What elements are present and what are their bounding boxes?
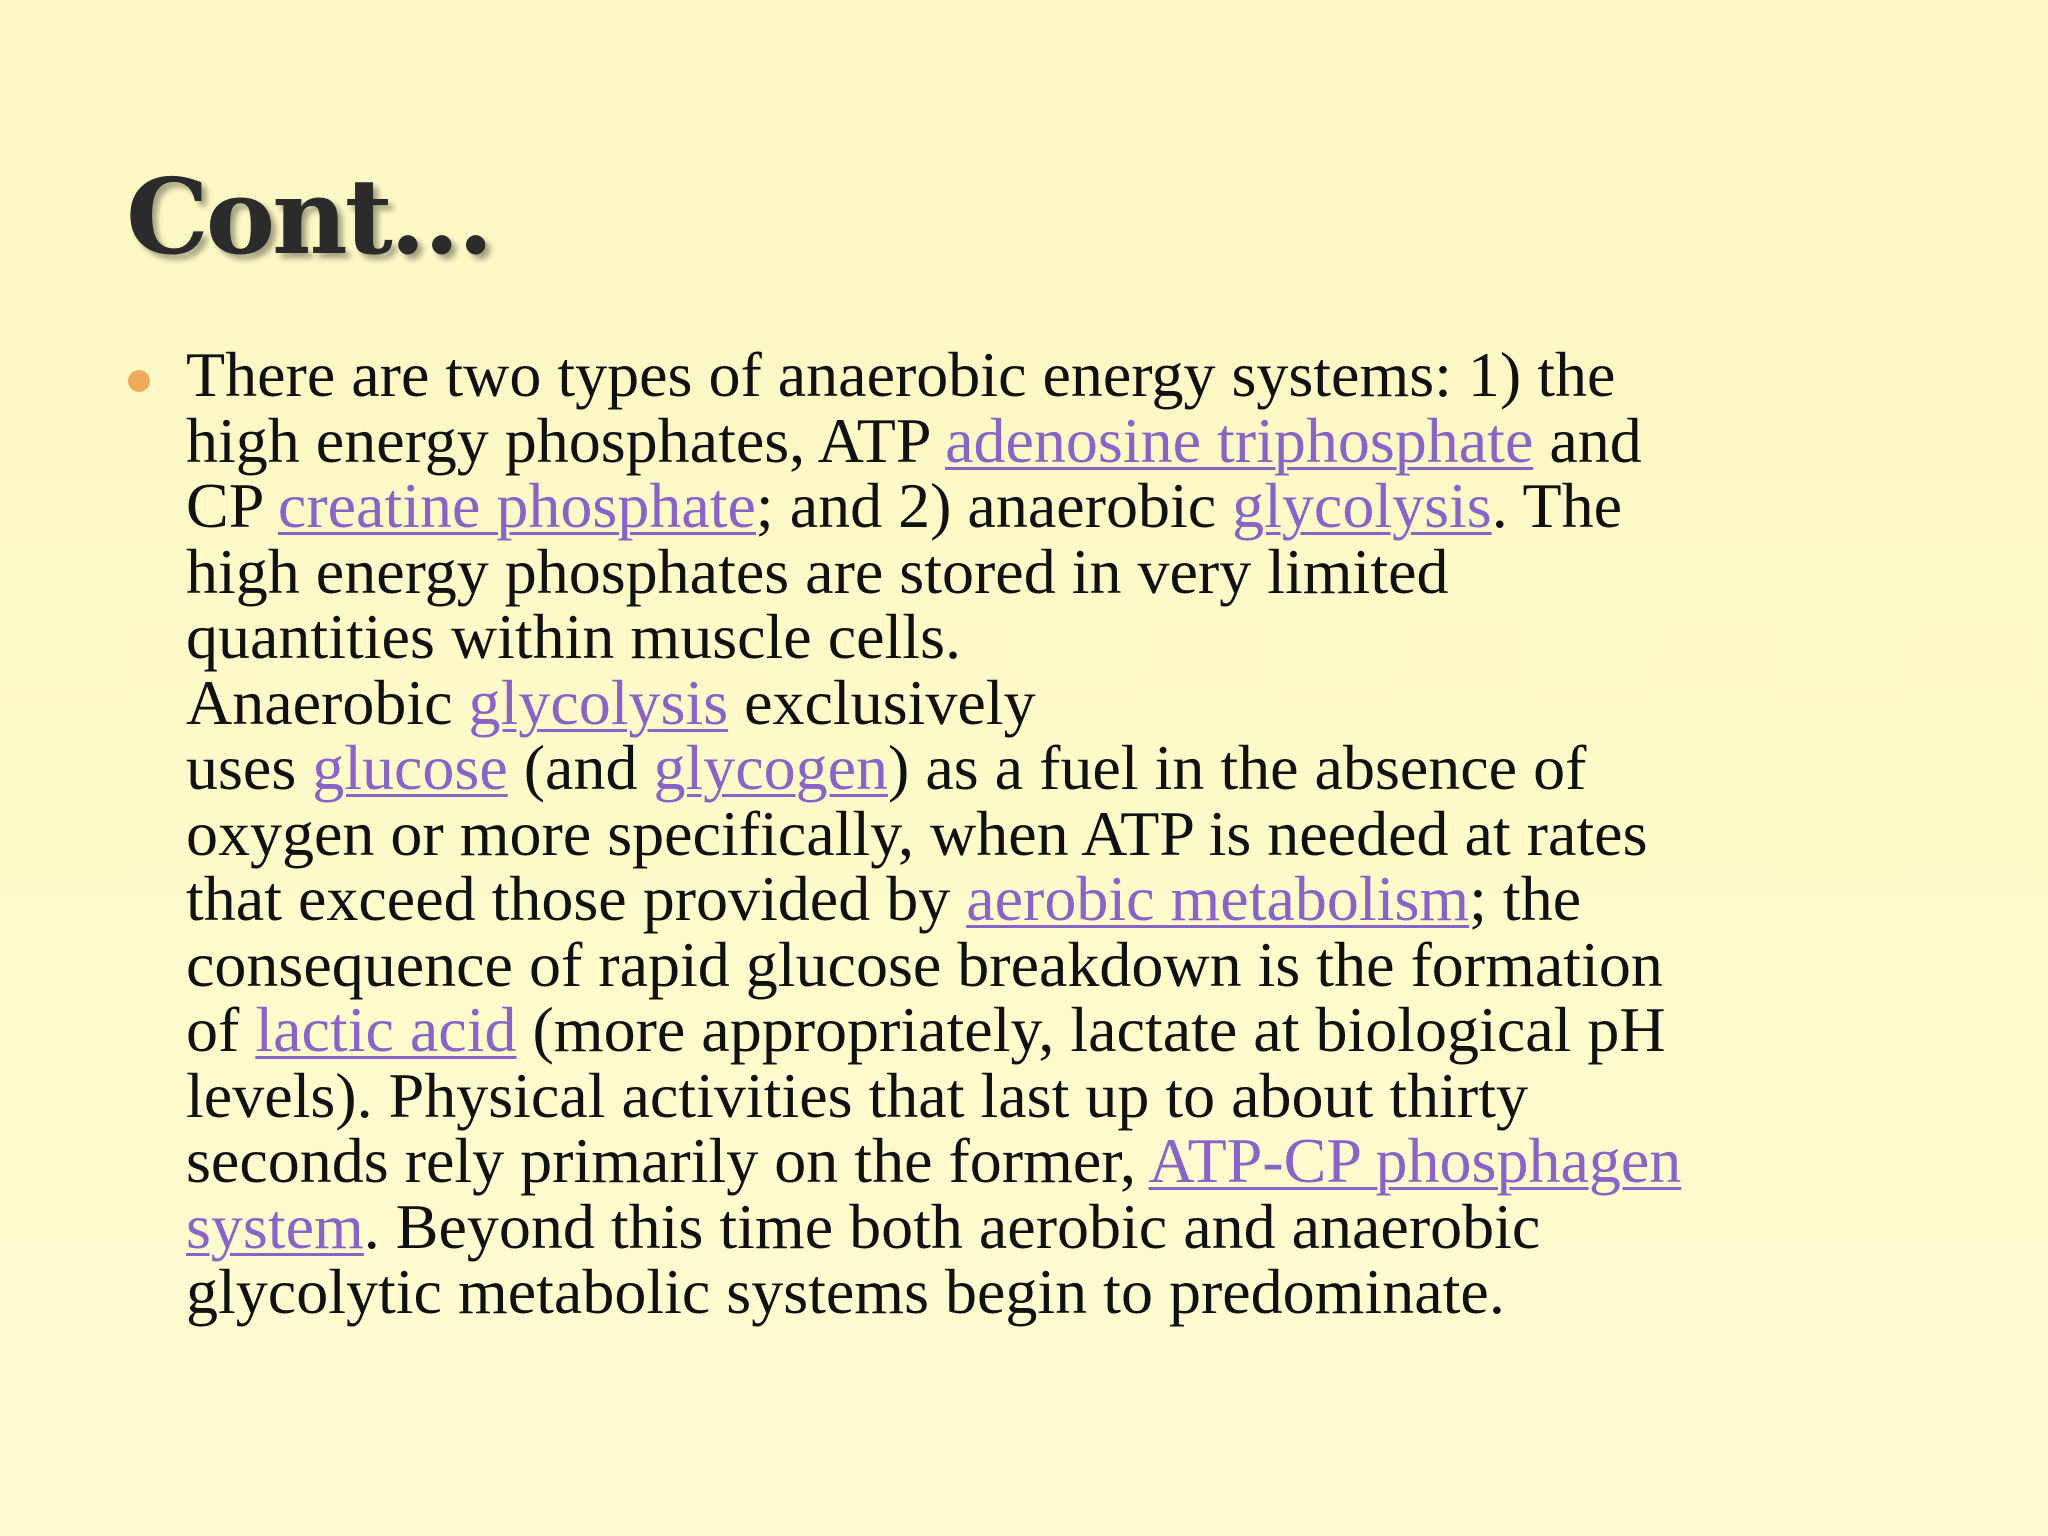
text-line	[186, 797, 1976, 869]
text-run: . The	[1491, 470, 1623, 541]
text-run: ) as a fuel in the absence of	[888, 732, 1587, 803]
text-run: Anaerobic	[186, 666, 469, 738]
text-line	[186, 1256, 1976, 1327]
text-run: There are two types of anaerobic energy systems: 1) the	[186, 339, 1616, 410]
text-run: CP	[186, 470, 278, 541]
link-atp-cp-phosphagen-system[interactable]: ATP-CP phosphagen	[1148, 1125, 1682, 1196]
text-line	[186, 601, 1976, 672]
text-run: of	[186, 994, 256, 1065]
link-aerobic-metabolism[interactable]: aerobic metabolism	[966, 863, 1470, 934]
text-line	[186, 339, 1976, 410]
text-line	[186, 666, 1976, 738]
text-line	[186, 1190, 1976, 1262]
text-run: levels). Physical activities that last up to about thirty	[186, 1059, 1528, 1131]
text-run: ; the	[1469, 863, 1582, 934]
bullet-icon	[128, 370, 150, 392]
text-line	[186, 928, 1976, 1000]
text-line	[186, 535, 1976, 607]
text-run: uses	[186, 732, 313, 803]
link-creatine-phosphate[interactable]: creatine phosphate	[277, 470, 756, 541]
slide-title: Cont…	[126, 155, 491, 278]
text-run: glycolytic metabolic systems begin to predominate.	[186, 1256, 1505, 1327]
text-run: high energy phosphates, ATP	[186, 404, 946, 476]
text-run: quantities within muscle cells.	[186, 601, 961, 672]
link-glycogen[interactable]: glycogen	[653, 732, 889, 803]
text-run: oxygen or more specifically, when ATP is needed at rates	[186, 797, 1648, 869]
text-run: ; and 2) anaerobic	[755, 470, 1233, 541]
text-line	[186, 863, 1976, 934]
link-atp-cp-phosphagen-system[interactable]: system	[186, 1190, 364, 1262]
text-run: seconds rely primarily on the former,	[186, 1125, 1149, 1196]
text-run: and	[1533, 404, 1642, 476]
text-run: that exceed those provided by	[186, 863, 967, 934]
link-glycolysis[interactable]: glycolysis	[1232, 470, 1492, 541]
text-line	[186, 1125, 1976, 1196]
link-adenosine-triphosphate[interactable]: adenosine triphosphate	[945, 404, 1534, 476]
text-run: . Beyond this time both aerobic and anaerobic	[363, 1190, 1541, 1262]
text-run: exclusively	[728, 666, 1036, 738]
link-lactic-acid[interactable]: lactic acid	[255, 994, 517, 1065]
text-line	[186, 470, 1976, 541]
text-line	[186, 404, 1976, 476]
bullet-paragraph	[186, 339, 1976, 1327]
text-line	[186, 994, 1976, 1065]
text-run: high energy phosphates are stored in very limited	[186, 535, 1449, 607]
text-run: consequence of rapid glucose breakdown is the formation	[186, 928, 1663, 1000]
text-line	[186, 1059, 1976, 1131]
link-glycolysis[interactable]: glycolysis	[468, 666, 729, 738]
text-run: (more appropriately, lactate at biological pH	[516, 994, 1666, 1065]
text-line	[186, 732, 1976, 803]
text-run: (and	[507, 732, 654, 803]
link-glucose[interactable]: glucose	[312, 732, 508, 803]
